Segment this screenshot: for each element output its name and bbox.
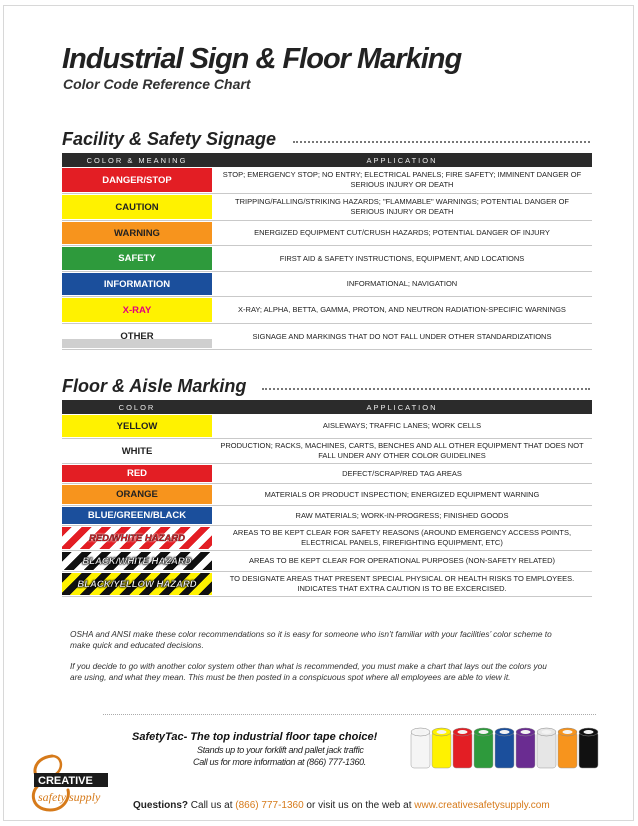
floor-table-row (62, 506, 592, 526)
floor-color-swatch (62, 527, 212, 549)
floor-table-row (62, 526, 592, 551)
floor-color-label: BLUE/GREEN/BLACK (87, 510, 187, 521)
floor-color-label: BLACK/WHITE HAZARD (82, 555, 192, 567)
floor-table-row (62, 414, 592, 439)
floor-color-label: WHITE (121, 445, 153, 457)
logo-wordmark-safety-supply: safety supply (38, 790, 101, 804)
signage-section-title: Facility & Safety Signage (62, 129, 277, 149)
floor-table-body (62, 414, 592, 597)
floor-col-color-header: COLOR (118, 402, 156, 412)
signage-color-label: X-RAY (122, 304, 152, 316)
page-subtitle: Color Code Reference Chart (63, 76, 251, 92)
signage-table (62, 153, 592, 350)
signage-color-swatch (62, 168, 212, 192)
signage-table-row (62, 324, 592, 350)
tape-roll-icon (411, 728, 430, 768)
signage-color-swatch (62, 273, 212, 295)
floor-color-label: RED (126, 468, 148, 479)
footer-contact-line (133, 800, 550, 811)
floor-section-title: Floor & Aisle Marking (62, 376, 247, 396)
floor-color-swatch (62, 485, 212, 504)
floor-application-text: AREAS TO BE KEPT CLEAR FOR OPERATIONAL PURPOSES (NON-SAFETY RELATED) (248, 556, 556, 565)
footer-phone-number: (866) 777-1360 (235, 800, 304, 811)
footer-web-text: or visit us on the web at (303, 800, 415, 811)
signage-table-body (62, 167, 592, 350)
floor-application-text: DEFECT/SCRAP/RED TAG AREAS (342, 468, 462, 478)
floor-color-swatch (62, 573, 212, 595)
creative-safety-supply-logo (22, 752, 112, 814)
tape-rolls-image (407, 724, 599, 772)
tape-roll-icon (579, 728, 598, 768)
floor-application-text: MATERIALS OR PRODUCT INSPECTION; ENERGIZED EQUIPMENT WARNING (264, 489, 540, 499)
promo-headline: SafetyTac- The top industrial floor tape choice! (132, 731, 378, 743)
floor-color-swatch (62, 415, 212, 437)
floor-color-swatch (62, 440, 212, 462)
floor-application-text: RAW MATERIALS; WORK-IN-PROGRESS; FINISHED GOODS (295, 510, 509, 520)
signage-color-label: SAFETY (118, 253, 156, 264)
floor-table-row (62, 484, 592, 506)
tape-roll-icon (432, 728, 451, 768)
signage-table-header (62, 153, 592, 167)
signage-color-label: INFORMATION (103, 278, 171, 290)
floor-color-swatch (62, 552, 212, 570)
signage-color-label: DANGER/STOP (102, 174, 172, 186)
floor-table-row (62, 572, 592, 597)
signage-color-swatch (62, 222, 212, 244)
signage-color-swatch (62, 298, 212, 322)
signage-color-label: WARNING (114, 227, 160, 239)
signage-application-text: STOP; EMERGENCY STOP; NO ENTRY; ELECTRICAL PANELS; FIRE SAFETY; IMMINENT DANGER OF SERIOUS INJURY OR DEATH (222, 170, 582, 189)
floor-color-label: YELLOW (116, 420, 158, 432)
signage-application-text: ENERGIZED EQUIPMENT CUT/CRUSH HAZARDS; POTENTIAL DANGER OF INJURY (254, 228, 550, 237)
promo-line-2: Call us for more information at (866) 777-1360. (193, 757, 366, 767)
footer-questions-label: Questions? (133, 800, 189, 811)
signage-col-color-header: COLOR & MEANING (86, 155, 188, 165)
floor-application-text: AISLEWAYS; TRAFFIC LANES; WORK CELLS (322, 421, 482, 430)
section-divider-dots (262, 388, 590, 390)
tape-roll-icon (495, 728, 514, 768)
floor-application-text: PRODUCTION; RACKS, MACHINES, CARTS, BENCHES AND ALL OTHER EQUIPMENT THAT DOES NOT FALL UNDER ANY OTHER COLOR GUIDELINES (220, 441, 584, 460)
note-custom-chart: If you decide to go with another color system other than what is recommended, you must make a chart that lays out the colors you are using, and what they mean. This must be then posted in a conspicuous spot where all employees are able to view it. (70, 661, 547, 682)
signage-table-row (62, 246, 592, 272)
signage-application-text: X-RAY; ALPHA, BETTA, GAMMA, PROTON, AND NEUTRON RADIATION-SPECIFIC WARNINGS (238, 305, 566, 314)
signage-color-swatch (62, 325, 212, 348)
signage-application-text: INFORMATIONAL; NAVIGATION (346, 279, 458, 288)
section-divider-dots (293, 141, 590, 143)
signage-col-application-header: APPLICATION (366, 155, 438, 165)
tape-roll-icon (516, 728, 535, 768)
signage-application-text: TRIPPING/FALLING/STRIKING HAZARDS; "FLAMMABLE" WARNINGS; POTENTIAL DANGER OF SERIOUS INJURY OR DEATH (235, 197, 569, 216)
signage-color-swatch (62, 195, 212, 219)
tape-roll-icon (558, 728, 577, 768)
footer-call-text: Call us at (188, 800, 236, 811)
signage-color-label: OTHER (120, 331, 154, 342)
promo-line-1: Stands up to your forklift and pallet jack traffic (197, 745, 364, 755)
tape-roll-icon (453, 728, 472, 768)
signage-table-row (62, 194, 592, 221)
footer-divider-dots (103, 714, 596, 715)
logo-wordmark-creative: CREATIVE (38, 775, 93, 787)
floor-color-swatch (62, 507, 212, 524)
floor-table-row (62, 439, 592, 464)
tape-roll-icon (537, 728, 556, 768)
signage-table-row (62, 167, 592, 194)
signage-color-label: CAUTION (115, 201, 159, 213)
signage-color-swatch (62, 247, 212, 270)
floor-application-text: AREAS TO BE KEPT CLEAR FOR SAFETY REASONS (AROUND EMERGENCY ACCESS POINTS, ELECTRICAL PANELS, FIREFIGHTING EQUIPMENT, ETC) (232, 528, 572, 547)
page-title: Industrial Sign & Floor Marking (62, 43, 462, 75)
floor-color-label: BLACK/YELLOW HAZARD (77, 578, 197, 590)
floor-col-application-header: APPLICATION (366, 402, 438, 412)
tape-roll-icon (474, 728, 493, 768)
floor-color-swatch (62, 465, 212, 482)
signage-table-row (62, 297, 592, 324)
signage-application-text: FIRST AID & SAFETY INSTRUCTIONS, EQUIPMENT, AND LOCATIONS (279, 253, 525, 263)
footer-website-link[interactable]: www.creativesafetysupply.com (414, 800, 550, 811)
floor-table (62, 400, 592, 597)
floor-color-label: ORANGE (116, 489, 158, 500)
note-osha-ansi: OSHA and ANSI make these color recommendations so it is easy for someone who isn’t familiar with your facilities’ color scheme to make quick and educated decisions. (70, 629, 552, 650)
signage-table-row (62, 272, 592, 297)
floor-application-text: TO DESIGNATE AREAS THAT PRESENT SPECIAL PHYSICAL OR HEALTH RISKS TO EMPLOYEES. INDICATES THAT EXTRA CAUTION IS TO BE EXCERCISED. (229, 574, 575, 593)
floor-table-header (62, 400, 592, 414)
floor-color-label: RED/WHITE HAZARD (88, 532, 186, 544)
signage-application-text: SIGNAGE AND MARKINGS THAT DO NOT FALL UNDER OTHER STANDARDIZATIONS (252, 331, 552, 341)
floor-table-row (62, 464, 592, 484)
signage-table-row (62, 221, 592, 246)
floor-table-row (62, 551, 592, 572)
